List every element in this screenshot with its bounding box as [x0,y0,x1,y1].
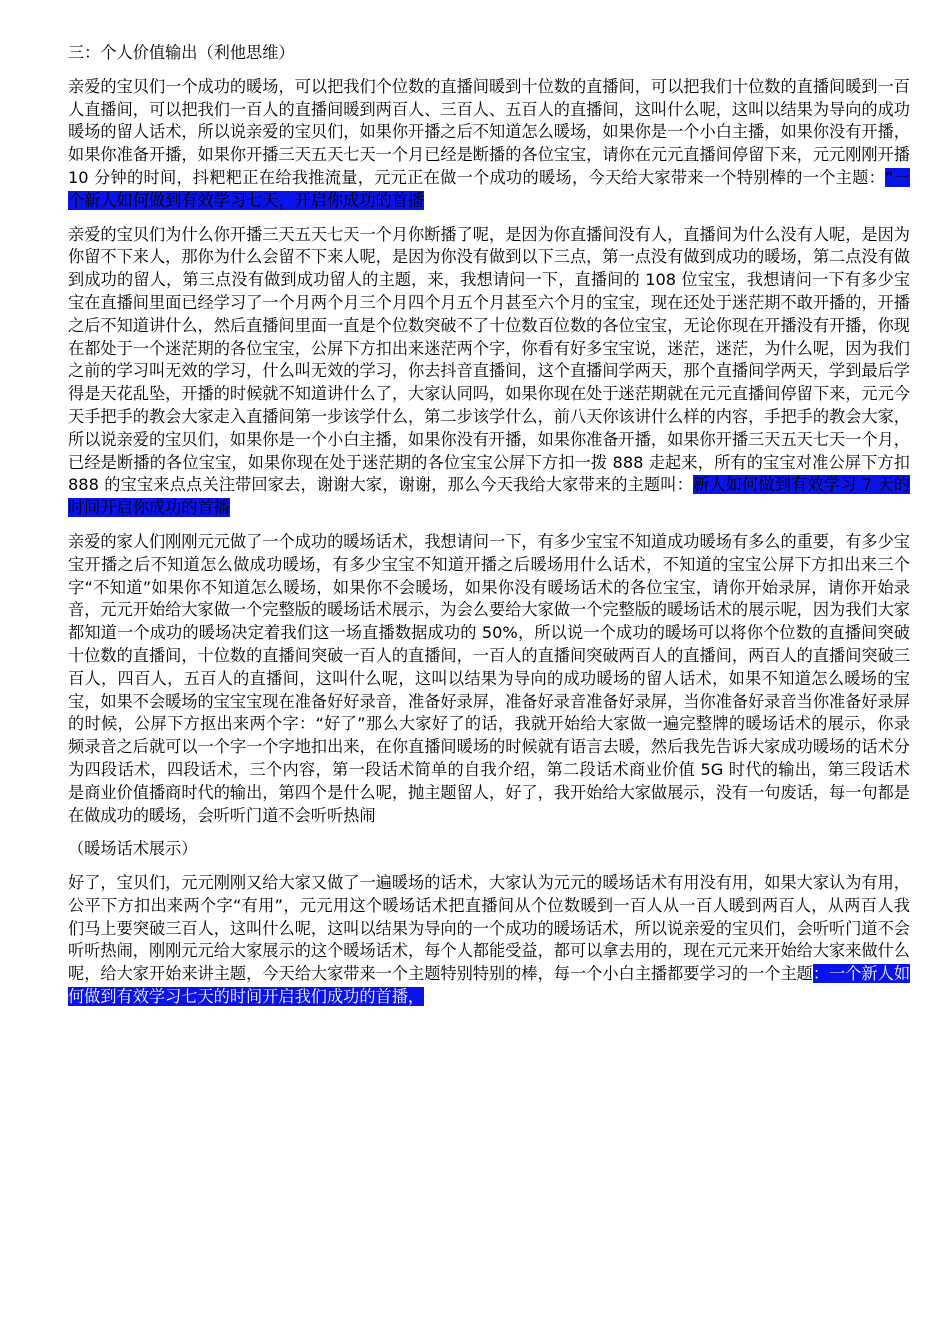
paragraph-4-highlight: ：一个新人如何做到有效学习七天的时间开启我们成功的首播， [68,964,911,1007]
paragraph-4-text: 好了，宝贝们，元元刚刚又给大家又做了一遍暖场的话术，大家认为元元的暖场话术有用没有用，如果大家认为有用，公平下方扣出来两个字“有用”，元元用这个暖场话术把直播间从个位数暖到一百人从一百人暖到两百人，从两百人我们马上要突破三百人，这叫什么呢，这叫以结果为导向的一个成功的暖场话术，所以说亲爱的宝贝们，会听听门道不会听听热闹，刚刚元元给大家展示的这个暖场话术，每个人都能受益，都可以拿去用的，现在元元来开始给大家来做什么呢，给大家开始来讲主题，今天给大家带来一个主题特别特别的棒，每一个小白主播都要学习的一个主题 [68,873,910,984]
paragraph-2-text: 亲爱的宝贝们为什么你开播三天五天七天一个月你断播了呢，是因为你直播间没有人，直播间为什么没有人呢，是因为你留不下来人，那你为什么会留不下来人呢，是因为你没有做到以下三点，第一点没有做到成功的暖场，第二点没有做到成功的留人，第三点没有做到成功留人的主题，来，我想请问一下，直播间的 108 位宝宝，我想请问一下有多少宝宝在直播间里面已经学习了一个月两个月三个月四个月五个月甚至六个月的宝宝，现在还处于迷茫期不敢开播的，开播之后不知道讲什么，然后直播间里面一直是个位数突破不了十位数百位数的各位宝宝，无论你现在开播没有开播，你现在都处于一个迷茫期的各位宝宝，公屏下方扣出来迷茫两个字，你看有好多宝宝说，迷茫，迷茫，为什么呢，因为我们之前的学习叫无效的学习，什么叫无效的学习，你去抖音直播间，这个直播间学两天，那个直播间学两天，学到最后学得是天花乱坠，开播的时候就不知道讲什么了，大家认同吗，如果你现在处于迷茫期就在元元直播间停留下来，元元今天手把手的教会大家走入直播间第一步该学什么，第二步该学什么，前八天你该讲什么样的内容，手把手的教会大家，所以说亲爱的宝贝们，如果你是一个小白主播，如果你没有开播，如果你准备开播，如果你开播三天五天七天一个月，已经是断播的各位宝宝，如果你现在处于迷茫期的各位宝宝公屏下方扣一拨 888 走起来，所有的宝宝对准公屏下方扣 888 的宝宝来点点关注带回家去，谢谢大家，谢谢，那么今天我给大家带来的主题叫： [68,224,910,495]
paragraph-4 [68,872,910,1009]
paragraph-1-highlight: “一个新人如何做到有效学习七天，开启你成功的首播 [68,167,910,210]
document-page [68,42,910,1020]
paragraph-3-text: 亲爱的家人们刚刚元元做了一个成功的暖场话术，我想请问一下，有多少宝宝不知道成功暖场有多么的重要，有多少宝宝开播之后不知道怎么做成功暖场，有多少宝宝不知道开播之后暖场用什么话术，不知道的宝宝公屏下方扣出来三个字“不知道”如果你不知道怎么暖场，如果你不会暖场，如果你没有暖场话术的各位宝宝，请你开始录屏，请你开始录音，元元开始给大家做一个完整版的暖场话术展示，为会么要给大家做一个完整版的暖场话术的展示呢，因为我们大家都知道一个成功的暖场决定着我们这一场直播数据成功的 50%，所以说一个成功的暖场可以将你个位数的直播间突破十位数的直播间，十位数的直播间突破一百人的直播间，一百人的直播间突破两百人的直播间，两百人的直播间突破三百人，四百人，五百人的直播间，这叫什么呢，这叫以结果为导向的成功暖场的留人话术，如果不知道怎么暖场的宝宝，如果不会暖场的宝宝宝现在准备好好录音，准备好录屏，准备好录音准备好录屏，当你准备好录音当你准备好录屏的时候，公屏下方抠出来两个字：“好了”那么大家好了的话，我就开始给大家做一遍完整牌的暖场话术的展示，你录频录音之后就可以一个字一个字地扣出来，在你直播间暖场的时候就有语言去暖，然后我先告诉大家成功暖场的话术分为四段话术，四段话术，三个内容，第一段话术简单的自我介绍，第二段话术商业价值 5G 时代的输出，第三段话术是商业价值播商时代的输出，第四个是什么呢，抛主题留人，好了，我开始给大家做展示，没有一句废话，每一句都是在做成功的暖场，会听听门道不会听听热闹 [68,531,910,825]
paragraph-3 [68,531,910,827]
section-heading: 三：个人价值输出（利他思维） [68,43,295,62]
paragraph-1-text: 亲爱的宝贝们一个成功的暖场，可以把我们个位数的直播间暖到十位数的直播间，可以把我们十位数的直播间暖到一百人直播间，可以把我们一百人的直播间暖到两百人、三百人、五百人的直播间，这叫什么呢，这叫以结果为导向的成功暖场的留人话术，所以说亲爱的宝贝们，如果你开播之后不知道怎么暖场，如果你是一个小白主播，如果你没有开播，如果你准备开播，如果你开播三天五天七天一个月已经是断播的各位宝宝，请你在元元直播间停留下来，元元刚刚开播 10 分钟的时间，抖粑粑正在给我推流量，元元正在做一个成功的暖场，今天给大家带来一个特别棒的一个主题： [68,76,910,187]
paragraph-2 [68,224,910,520]
paragraph-2-highlight: 新人如何做到有效学习 7 天的时间开启你成功的首播 [68,475,910,518]
sub-label: （暖场话术展示） [68,839,198,859]
paragraph-1 [68,76,910,213]
